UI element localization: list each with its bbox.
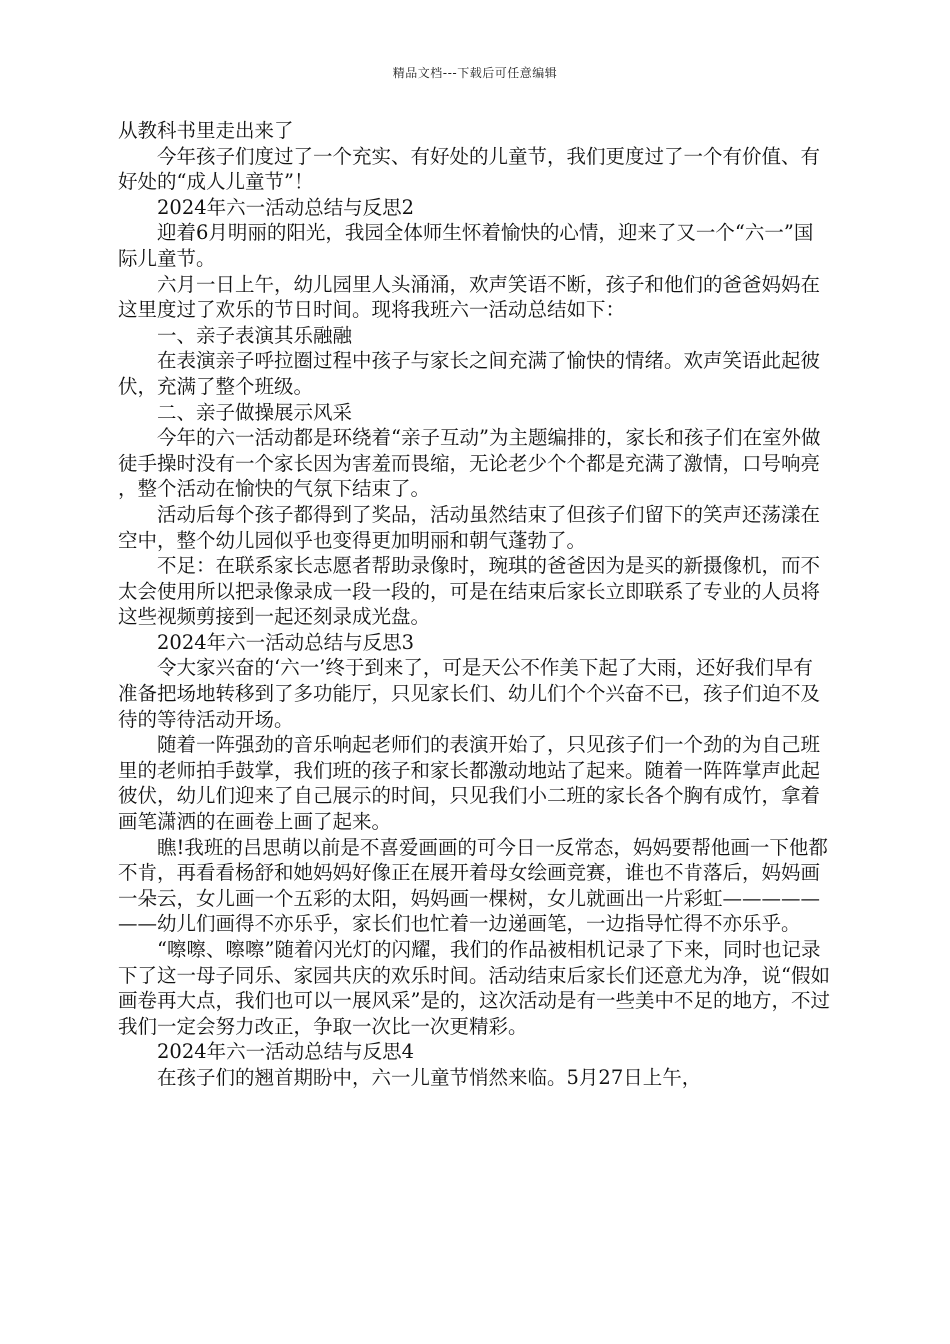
paragraph: 令大家兴奋的‘六一’终于到来了，可是天公不作美下起了大雨，还好我们早有准备把场地转移到了多功能厅，只见家长们、幼儿们个个兴奋不已，孩子们迫不及待的等待活动开场。 [118,656,821,731]
document-body [118,118,832,1091]
paragraph: 不足：在联系家长志愿者帮助录像时，琬琪的爸爸因为是买的新摄像机，而不太会使用所以把录像录成一段一段的，可是在结束后家长立即联系了专业的人员将这些视频剪接到一起还刻录成光盘。 [118,554,821,629]
paragraph: 今年的六一活动都是环绕着“亲子互动”为主题编排的，家长和孩子们在室外做徒手操时没有一个家长因为害羞而畏缩，无论老少个个都是充满了激情，口号响亮，整个活动在愉快的气氛下结束了。 [118,426,821,501]
paragraph: 2024年六一活动总结与反思3 [157,630,415,654]
paragraph: 六月一日上午，幼儿园里人头涌涌，欢声笑语不断，孩子和他们的爸爸妈妈在这里度过了欢乐的节日时间。现将我班六一活动总结如下： [118,272,821,322]
paragraph: 2024年六一活动总结与反思2 [157,195,415,219]
paragraph: 活动后每个孩子都得到了奖品，活动虽然结束了但孩子们留下的笑声还荡漾在空中，整个幼儿园似乎也变得更加明丽和朝气蓬勃了。 [118,502,821,552]
paragraph: 随着一阵强劲的音乐响起老师们的表演开始了，只见孩子们一个劲的为自己班里的老师拍手鼓掌，我们班的孩子和家长都激动地站了起来。随着一阵阵掌声此起彼伏，幼儿们迎来了自己展示的时间，只见我们小二班的家长各个胸有成竹，拿着画笔潇洒的在画卷上画了起来。 [118,733,821,834]
paragraph: 二、亲子做操展示风采 [157,400,353,424]
paragraph: 从教科书里走出来了 [118,119,294,142]
page-header: 精品文档---下载后可任意编辑 [392,66,558,80]
paragraph: 迎着6月明丽的阳光，我园全体师生怀着愉快的心情，迎来了又一个“六一”国际儿童节。 [118,221,814,270]
paragraph: 在孩子们的翘首期盼中，六一儿童节悄然来临。5月27日上午， [157,1065,702,1089]
paragraph: 一、亲子表演其乐融融 [157,323,353,347]
paragraph: 在表演亲子呼拉圈过程中孩子与家长之间充满了愉快的情绪。欢声笑语此起彼伏，充满了整个班级。 [118,349,821,398]
paragraph: 2024年六一活动总结与反思4 [157,1040,415,1064]
paragraph: 今年孩子们度过了一个充实、有好处的儿童节，我们更度过了一个有价值、有好处的“成人儿童节”！ [118,144,821,194]
paragraph: “嚓嚓、嚓嚓”随着闪光灯的闪耀，我们的作品被相机记录了下来，同时也记录下了这一母子同乐、家园共庆的欢乐时间。活动结束后家长们还意尤为净，说“假如画卷再大点，我们也可以一展风采”是的，这次活动是有一些美中不足的地方，不过我们一定会努力改正，争取一次比一次更精彩。 [118,938,830,1038]
paragraph: 瞧!我班的吕思萌以前是不喜爱画画的可今日一反常态，妈妈要帮他画一下他都不肯，再看看杨舒和她妈妈好像正在展开着母女绘画竞赛，谁也不肯落后，妈妈画一朵云，女儿画一个五彩的太阳，妈妈画一棵树，女儿就画出一片彩虹———————幼儿们画得不亦乐乎，家长们也忙着一边递画笔，一边指导忙得不亦乐乎。 [118,835,828,936]
